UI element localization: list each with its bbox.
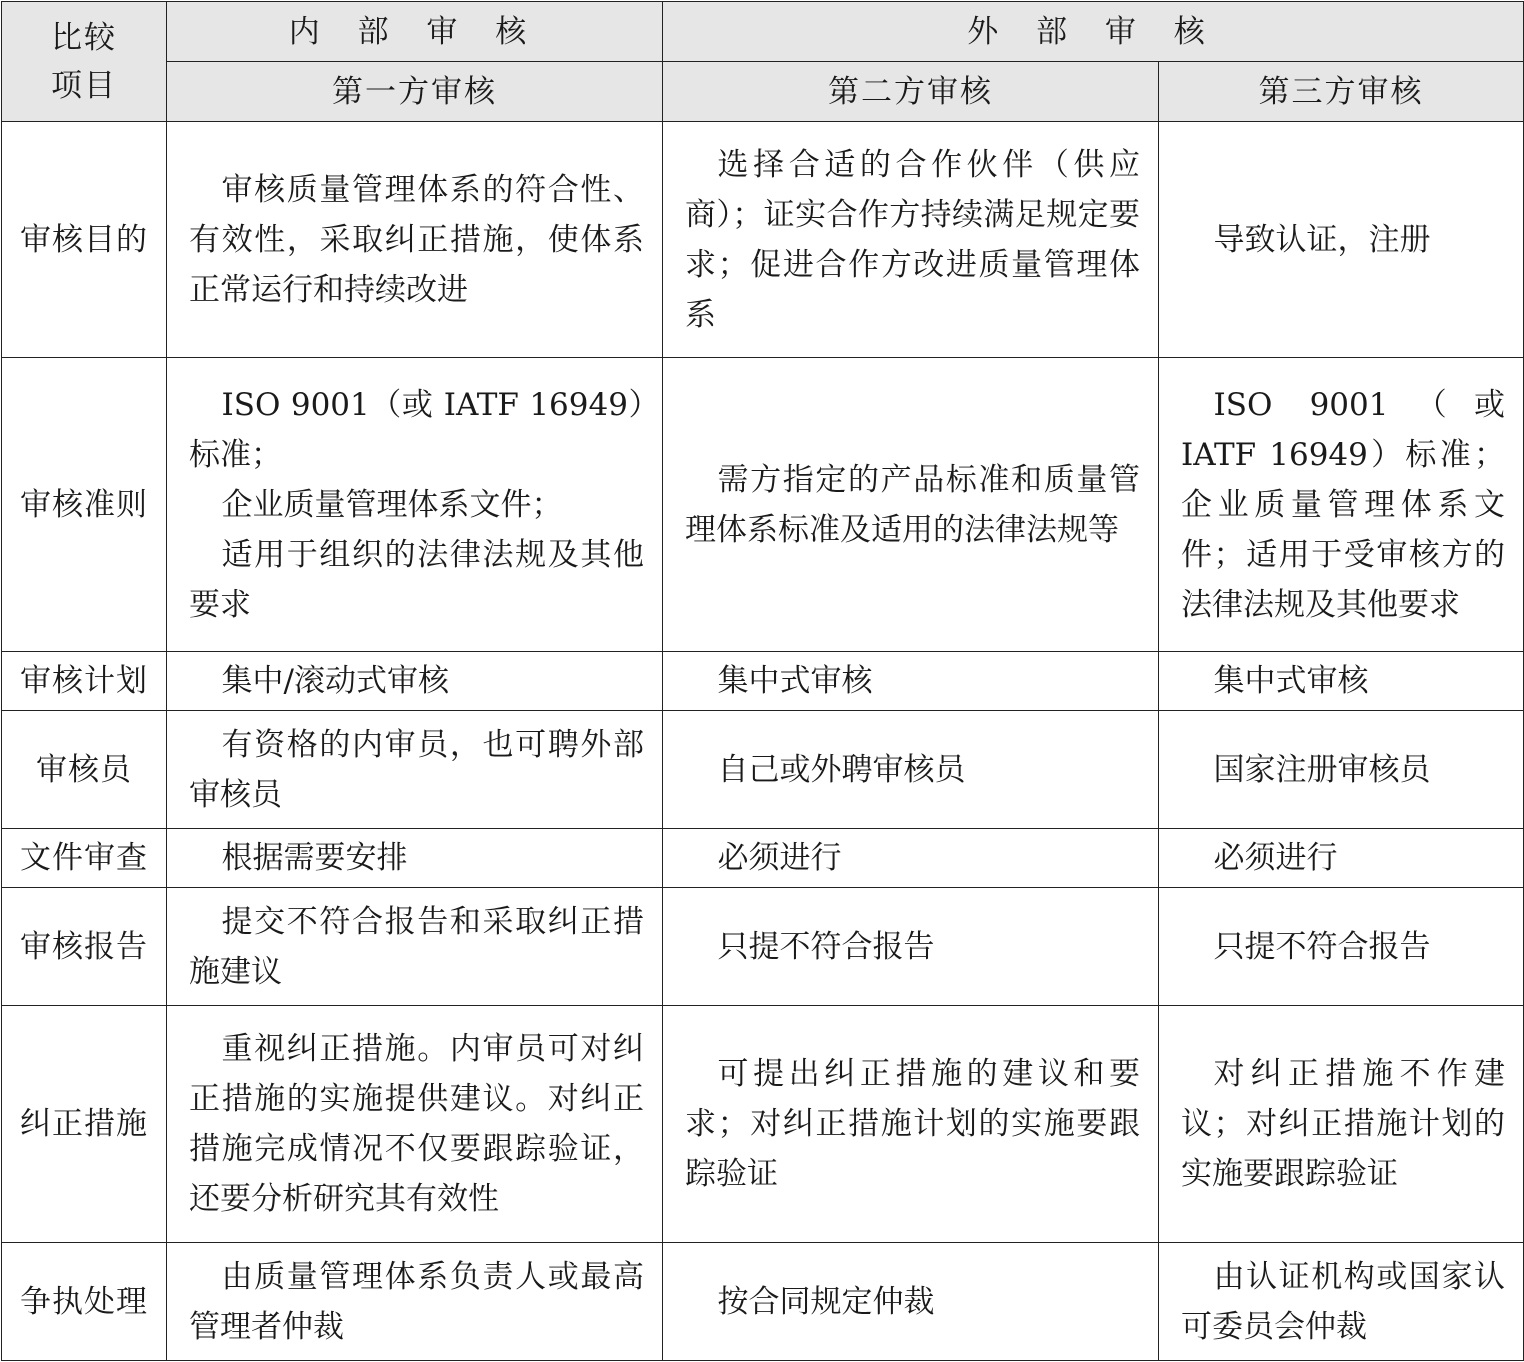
cell-text: 可提出纠正措施的建议和要求；对纠正措施计划的实施要跟踪验证	[685, 1056, 1140, 1192]
cell-text: 导致认证，注册	[1213, 221, 1431, 258]
cell-text: 企业质量管理体系文件；	[221, 486, 563, 523]
table-row	[2, 652, 1524, 711]
second-party-cell	[663, 122, 1159, 358]
table-row	[2, 1006, 1524, 1243]
cell-text: 只提不符合报告	[1213, 928, 1431, 965]
cell-text: 适用于组织的法律法规及其他要求	[189, 536, 644, 623]
compare-item-header	[2, 2, 167, 122]
first-party-cell	[167, 652, 663, 711]
second-party-cell	[663, 888, 1159, 1006]
cell-text: 提交不符合报告和采取纠正措施建议	[189, 903, 644, 990]
cell-text: 对纠正措施不作建议；对纠正措施计划的实施要跟踪验证	[1181, 1056, 1505, 1192]
cell-text: ISO 9001（或 IATF 16949）标准；企业质量管理体系文件；适用于受审核方的法律法规及其他要求	[1181, 386, 1505, 623]
third-party-cell	[1159, 1006, 1524, 1243]
cell-text: ISO 9001（或 IATF 16949）标准；	[189, 386, 644, 473]
cell-text: 按合同规定仲裁	[717, 1283, 935, 1320]
cell-text: 集中式审核	[1213, 663, 1369, 699]
first-party-cell	[167, 1243, 663, 1361]
row-label: 审核报告	[2, 888, 167, 1006]
second-party-cell	[663, 652, 1159, 711]
cell-text: 集中式审核	[717, 663, 873, 699]
table-row	[2, 1243, 1524, 1361]
second-party-cell	[663, 1243, 1159, 1361]
cell-text: 自己或外聘审核员	[717, 751, 966, 788]
table-row	[2, 122, 1524, 358]
table-row	[2, 711, 1524, 829]
table-header	[2, 2, 1524, 122]
audit-comparison-table	[1, 1, 1524, 1361]
table-body	[2, 122, 1524, 1361]
row-label: 文件审查	[2, 829, 167, 888]
second-party-cell	[663, 711, 1159, 829]
row-label: 争执处理	[2, 1243, 167, 1361]
table-row	[2, 829, 1524, 888]
row-label: 审核目的	[2, 122, 167, 358]
second-party-cell	[663, 829, 1159, 888]
table-row	[2, 888, 1524, 1006]
first-party-header: 第一方审核	[167, 62, 663, 122]
cell-text: 需方指定的产品标准和质量管理体系标准及适用的法律法规等	[685, 461, 1140, 548]
third-party-cell	[1159, 1243, 1524, 1361]
third-party-header: 第三方审核	[1159, 62, 1524, 122]
internal-audit-header: 内 部 审 核	[167, 2, 663, 62]
cell-text: 必须进行	[717, 840, 842, 876]
second-party-cell	[663, 1006, 1159, 1243]
cell-text: 有资格的内审员，也可聘外部审核员	[189, 726, 644, 813]
row-label: 审核员	[2, 711, 167, 829]
second-party-header: 第二方审核	[663, 62, 1159, 122]
first-party-cell	[167, 888, 663, 1006]
cell-text: 重视纠正措施。内审员可对纠正措施的实施提供建议。对纠正措施完成情况不仅要跟踪验证，还要分析研究其有效性	[189, 1031, 644, 1217]
second-party-cell	[663, 358, 1159, 652]
first-party-cell	[167, 358, 663, 652]
cell-text: 由认证机构或国家认可委员会仲裁	[1181, 1258, 1505, 1345]
row-label: 审核计划	[2, 652, 167, 711]
first-party-cell	[167, 122, 663, 358]
third-party-cell	[1159, 122, 1524, 358]
cell-text: 选择合适的合作伙伴（供应商）；证实合作方持续满足规定要求；促进合作方改进质量管理体系	[685, 146, 1140, 333]
external-audit-header: 外 部 审 核	[663, 2, 1524, 62]
cell-text: 国家注册审核员	[1213, 751, 1431, 788]
row-label: 审核准则	[2, 358, 167, 652]
cell-text: 审核质量管理体系的符合性、有效性，采取纠正措施，使体系正常运行和持续改进	[189, 171, 644, 308]
third-party-cell	[1159, 711, 1524, 829]
compare-item-line1: 比较	[51, 19, 117, 56]
third-party-cell	[1159, 652, 1524, 711]
row-label: 纠正措施	[2, 1006, 167, 1243]
table-row	[2, 358, 1524, 652]
compare-item-line2: 项目	[51, 67, 117, 104]
third-party-cell	[1159, 888, 1524, 1006]
third-party-cell	[1159, 358, 1524, 652]
cell-text: 由质量管理体系负责人或最高管理者仲裁	[189, 1258, 644, 1345]
first-party-cell	[167, 829, 663, 888]
cell-text: 只提不符合报告	[717, 928, 935, 965]
third-party-cell	[1159, 829, 1524, 888]
cell-text: 根据需要安排	[221, 840, 408, 876]
cell-text: 集中/滚动式审核	[221, 663, 449, 699]
cell-text: 必须进行	[1213, 840, 1338, 876]
first-party-cell	[167, 711, 663, 829]
first-party-cell	[167, 1006, 663, 1243]
